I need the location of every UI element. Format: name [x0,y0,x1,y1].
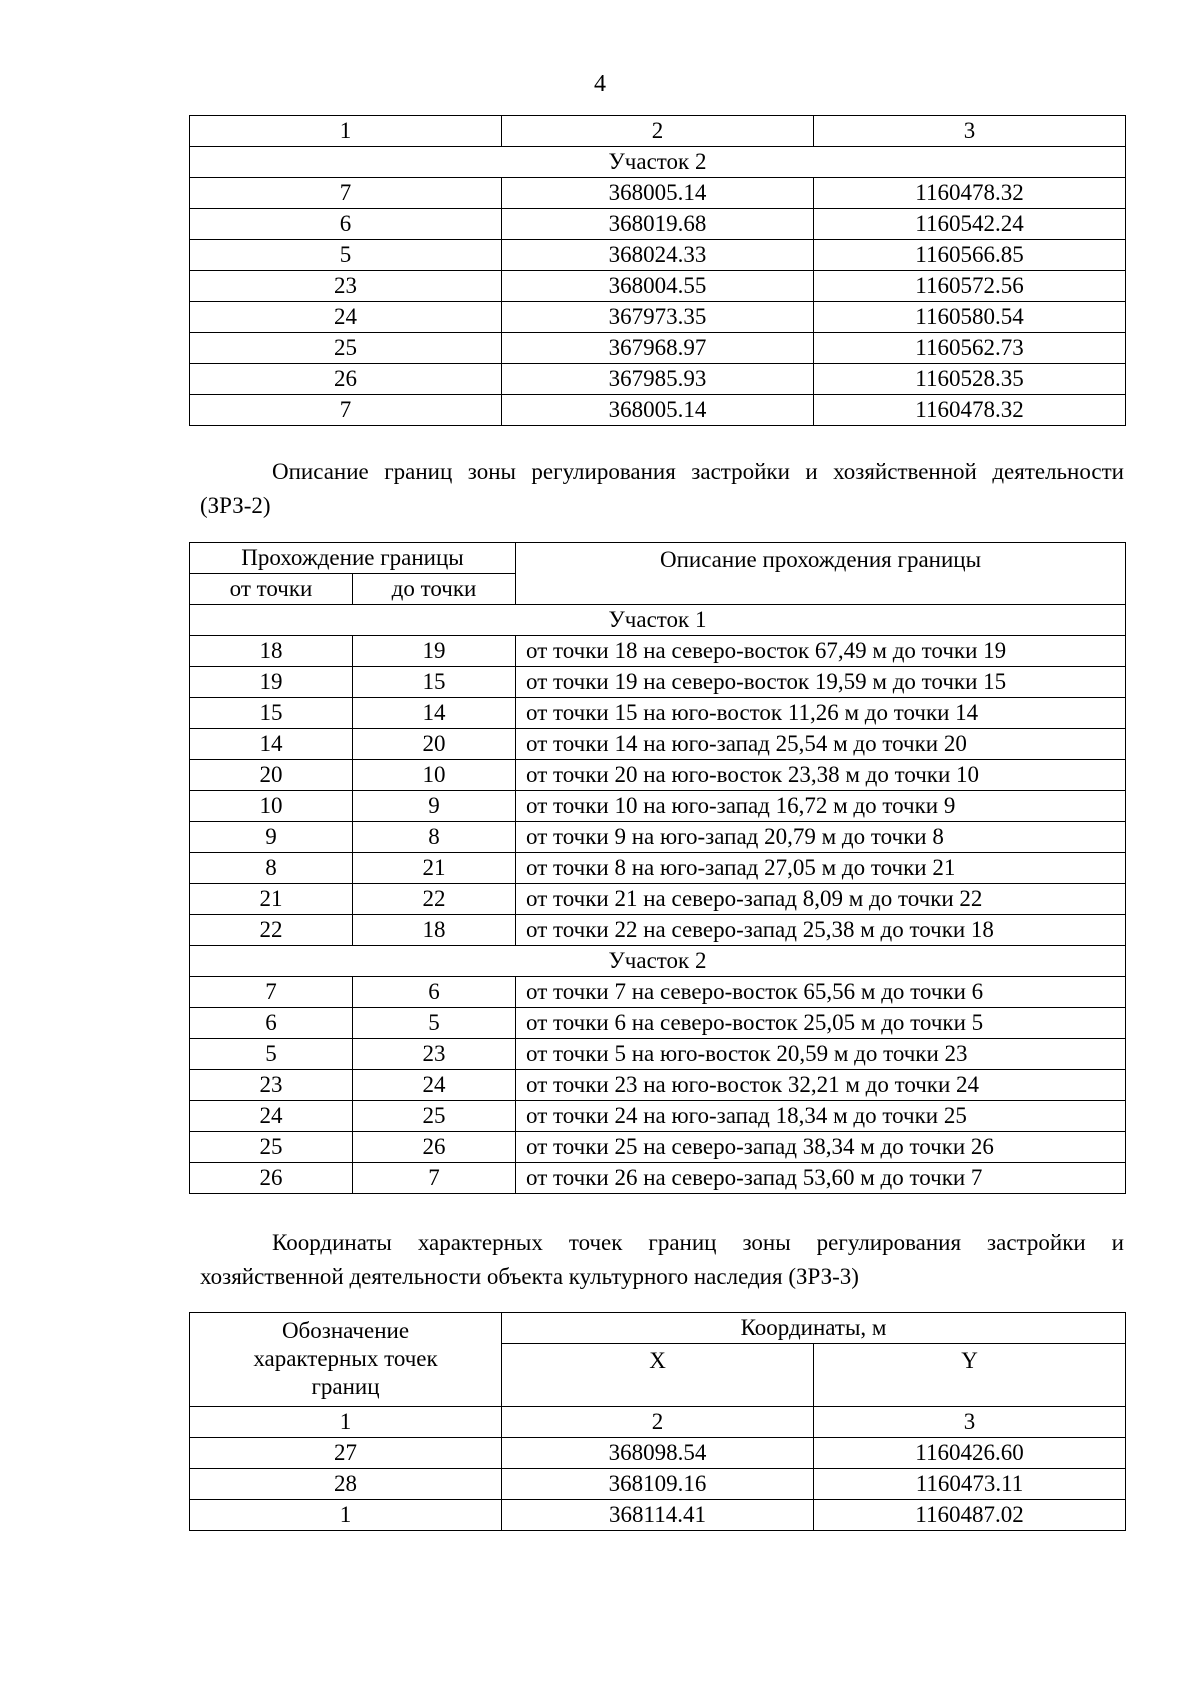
section-row [190,147,1126,178]
boundary-description: от точки 21 на северо-запад 8,09 м до точки 22 [516,884,1126,915]
from-point: 26 [190,1163,353,1194]
point-number: 24 [190,302,502,333]
from-point: 10 [190,791,353,822]
coordinate-x: 367968.97 [502,333,814,364]
coordinate-y: 1160478.32 [814,395,1126,426]
boundary-description: от точки 6 на северо-восток 25,05 м до точки 5 [516,1008,1126,1039]
section-title: Участок 1 [190,605,1126,636]
table-row [190,240,1126,271]
boundary-description: от точки 7 на северо-восток 65,56 м до точки 6 [516,977,1126,1008]
column-number: 3 [814,116,1126,147]
point-number: 28 [190,1469,502,1500]
point-number: 26 [190,364,502,395]
section-row [190,605,1126,636]
point-number: 6 [190,209,502,240]
boundary-description: от точки 24 на юго-запад 18,34 м до точки 25 [516,1101,1126,1132]
to-point: 23 [353,1039,516,1070]
section-row [190,946,1126,977]
table-row [190,1132,1126,1163]
column-number: 2 [502,116,814,147]
point-number: 27 [190,1438,502,1469]
table-row [190,209,1126,240]
page-number: 4 [594,71,606,97]
to-point: 25 [353,1101,516,1132]
header-y: Y [814,1344,1126,1407]
column-number: 1 [190,1407,502,1438]
table-row [190,1008,1126,1039]
table-row [190,271,1126,302]
coordinate-x: 368005.14 [502,178,814,209]
table-row [190,1500,1126,1531]
coordinate-y: 1160528.35 [814,364,1126,395]
table-row [190,1438,1126,1469]
coordinate-x: 368109.16 [502,1469,814,1500]
table-row [190,822,1126,853]
coordinates-table-zrz1 [189,115,1126,426]
table-row [190,302,1126,333]
boundary-description: от точки 8 на юго-запад 27,05 м до точки 21 [516,853,1126,884]
to-point: 14 [353,698,516,729]
section-heading-zrz3: Координаты характерных точек границ зоны регулирования застройки и хозяйственной деятельности объекта культурного наследия (ЗРЗ-3) [200,1230,1124,1289]
coordinate-x: 367973.35 [502,302,814,333]
boundary-description: от точки 22 на северо-запад 25,38 м до точки 18 [516,915,1126,946]
table-row [190,853,1126,884]
table-row [190,636,1126,667]
boundary-description: от точки 5 на юго-восток 20,59 м до точки 23 [516,1039,1126,1070]
point-number: 25 [190,333,502,364]
column-number-row [190,1407,1126,1438]
to-point: 18 [353,915,516,946]
to-point: 22 [353,884,516,915]
from-point: 5 [190,1039,353,1070]
section-title: Участок 2 [190,147,1126,178]
from-point: 21 [190,884,353,915]
table-row [190,760,1126,791]
to-point: 24 [353,1070,516,1101]
coordinate-y: 1160566.85 [814,240,1126,271]
from-point: 14 [190,729,353,760]
to-point: 6 [353,977,516,1008]
column-number: 1 [190,116,502,147]
from-point: 7 [190,977,353,1008]
point-number: 1 [190,1500,502,1531]
boundary-description: от точки 14 на юго-запад 25,54 м до точки 20 [516,729,1126,760]
boundary-description: от точки 15 на юго-восток 11,26 м до точки 14 [516,698,1126,729]
table-row [190,698,1126,729]
coordinate-y: 1160572.56 [814,271,1126,302]
table-row [190,977,1126,1008]
header-designation: Обозначение характерных точек границ [190,1313,502,1407]
to-point: 8 [353,822,516,853]
boundary-description: от точки 10 на юго-запад 16,72 м до точки 9 [516,791,1126,822]
boundary-description: от точки 23 на юго-восток 32,21 м до точки 24 [516,1070,1126,1101]
to-point: 10 [353,760,516,791]
to-point: 7 [353,1163,516,1194]
boundary-description-table-zrz2 [189,542,1126,1194]
table-row [190,395,1126,426]
point-number: 23 [190,271,502,302]
table-row [190,1163,1126,1194]
table-row [190,1101,1126,1132]
point-number: 5 [190,240,502,271]
column-number: 2 [502,1407,814,1438]
boundary-description: от точки 25 на северо-запад 38,34 м до точки 26 [516,1132,1126,1163]
coordinate-y: 1160478.32 [814,178,1126,209]
table-row [190,884,1126,915]
table-row [190,729,1126,760]
from-point: 9 [190,822,353,853]
from-point: 23 [190,1070,353,1101]
coordinate-y: 1160426.60 [814,1438,1126,1469]
coordinate-y: 1160487.02 [814,1500,1126,1531]
to-point: 19 [353,636,516,667]
table-header-row [190,1313,1126,1344]
table-row [190,915,1126,946]
from-point: 25 [190,1132,353,1163]
from-point: 8 [190,853,353,884]
coordinate-x: 368024.33 [502,240,814,271]
coordinate-y: 1160473.11 [814,1469,1126,1500]
table-row [190,791,1126,822]
boundary-description: от точки 9 на юго-запад 20,79 м до точки 8 [516,822,1126,853]
coordinate-x: 368019.68 [502,209,814,240]
table-row [190,178,1126,209]
point-number: 7 [190,178,502,209]
from-point: 18 [190,636,353,667]
to-point: 5 [353,1008,516,1039]
column-number-row [190,116,1126,147]
table-row [190,1039,1126,1070]
table-header-row [190,543,1126,574]
to-point: 9 [353,791,516,822]
from-point: 24 [190,1101,353,1132]
boundary-description: от точки 19 на северо-восток 19,59 м до точки 15 [516,667,1126,698]
boundary-description: от точки 18 на северо-восток 67,49 м до точки 19 [516,636,1126,667]
table-row [190,667,1126,698]
coordinate-y: 1160562.73 [814,333,1126,364]
from-point: 6 [190,1008,353,1039]
header-x: X [502,1344,814,1407]
to-point: 15 [353,667,516,698]
to-point: 21 [353,853,516,884]
section-heading-zrz2: Описание границ зоны регулирования застройки и хозяйственной деятельности (ЗРЗ-2) [200,459,1124,518]
coordinate-x: 367985.93 [502,364,814,395]
coordinate-y: 1160542.24 [814,209,1126,240]
header-to-point: до точки [353,574,516,605]
coordinate-x: 368098.54 [502,1438,814,1469]
from-point: 19 [190,667,353,698]
column-number: 3 [814,1407,1126,1438]
to-point: 26 [353,1132,516,1163]
from-point: 15 [190,698,353,729]
table-row [190,333,1126,364]
header-from-point: от точки [190,574,353,605]
point-number: 7 [190,395,502,426]
coordinate-y: 1160580.54 [814,302,1126,333]
coordinate-x: 368114.41 [502,1500,814,1531]
section-title: Участок 2 [190,946,1126,977]
boundary-description: от точки 20 на юго-восток 23,38 м до точки 10 [516,760,1126,791]
table-row [190,1070,1126,1101]
from-point: 22 [190,915,353,946]
table-row [190,1469,1126,1500]
to-point: 20 [353,729,516,760]
header-description: Описание прохождения границы [516,543,1126,605]
boundary-description: от точки 26 на северо-запад 53,60 м до точки 7 [516,1163,1126,1194]
table-row [190,364,1126,395]
from-point: 20 [190,760,353,791]
coordinate-x: 368005.14 [502,395,814,426]
coordinates-table-zrz3 [189,1312,1126,1531]
coordinate-x: 368004.55 [502,271,814,302]
header-passage: Прохождение границы [190,543,516,574]
header-coordinates: Координаты, м [502,1313,1126,1344]
